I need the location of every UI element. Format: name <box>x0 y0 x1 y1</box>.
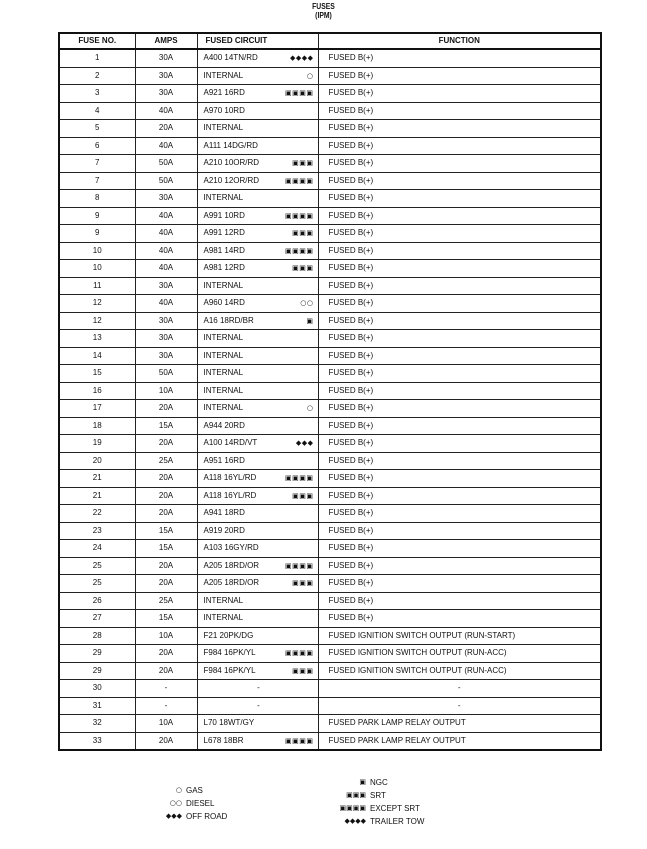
amps-cell: 20A <box>135 557 197 575</box>
function-cell: FUSED B(+) <box>318 435 601 453</box>
legend-label: DIESEL <box>186 799 215 808</box>
circuit-label: A991 12RD <box>203 228 245 238</box>
option-symbol-icon: ◆◆◆◆ <box>289 54 314 63</box>
amps-cell: 10A <box>135 382 197 400</box>
function-cell: FUSED B(+) <box>318 452 601 470</box>
circuit-label: A205 18RD/OR <box>203 560 260 570</box>
table-row <box>59 575 601 593</box>
option-symbol-icon: ▣▣▣ <box>292 579 314 588</box>
option-symbol-icon: ▣▣▣ <box>292 491 314 500</box>
amps-cell: 25A <box>135 452 197 470</box>
legend-symbol-icon: ◆◆◆◆ <box>344 817 366 825</box>
function-cell: - <box>318 680 601 698</box>
fused-circuit-cell <box>197 242 318 260</box>
table-row <box>59 225 601 243</box>
fused-circuit-cell <box>197 85 318 103</box>
amps-cell: 20A <box>135 487 197 505</box>
fuse-no-cell: 13 <box>59 330 135 348</box>
amps-cell: 30A <box>135 49 197 67</box>
function-cell: FUSED B(+) <box>318 207 601 225</box>
circuit-label: A100 14RD/VT <box>203 438 258 448</box>
function-cell: FUSED B(+) <box>318 365 601 383</box>
legend-symbol-icon: ○○ <box>169 799 182 807</box>
fuse-no-cell: 16 <box>59 382 135 400</box>
header-function: FUNCTION <box>318 33 601 49</box>
option-symbol-icon: ▣▣▣▣ <box>285 89 314 98</box>
function-cell: FUSED B(+) <box>318 557 601 575</box>
option-symbol-icon: ▣▣▣ <box>292 159 314 168</box>
fused-circuit-cell <box>197 470 318 488</box>
fused-circuit-cell <box>197 155 318 173</box>
header-fuse-no: FUSE NO. <box>59 33 135 49</box>
fuse-no-cell: 21 <box>59 487 135 505</box>
function-cell: FUSED B(+) <box>318 120 601 138</box>
amps-cell: 10A <box>135 715 197 733</box>
fused-circuit-cell <box>197 575 318 593</box>
amps-cell: 20A <box>135 120 197 138</box>
amps-cell: 15A <box>135 417 197 435</box>
fuse-no-cell: 27 <box>59 610 135 628</box>
legend-label: GAS <box>186 786 203 795</box>
fused-circuit-cell <box>197 680 318 698</box>
table-row <box>59 540 601 558</box>
circuit-label: L70 18WT/GY <box>203 718 255 728</box>
fuse-no-cell: 7 <box>59 155 135 173</box>
fused-circuit-cell <box>197 505 318 523</box>
fuse-no-cell: 1 <box>59 49 135 67</box>
fused-circuit-cell <box>197 172 318 190</box>
function-cell: FUSED PARK LAMP RELAY OUTPUT <box>318 732 601 750</box>
circuit-label: A921 16RD <box>203 88 245 98</box>
table-row <box>59 207 601 225</box>
function-cell: FUSED B(+) <box>318 575 601 593</box>
fused-circuit-cell <box>197 277 318 295</box>
legend-right <box>330 776 426 828</box>
option-symbol-icon: ▣▣▣▣ <box>285 561 314 570</box>
fused-circuit-cell <box>197 715 318 733</box>
amps-cell: 40A <box>135 137 197 155</box>
option-symbol-icon: ▣ <box>306 316 314 325</box>
fuse-no-cell: 22 <box>59 505 135 523</box>
legend-item <box>148 810 268 823</box>
circuit-label: INTERNAL <box>203 385 244 395</box>
fuse-no-cell: 19 <box>59 435 135 453</box>
option-symbol-icon: ▣▣▣ <box>292 229 314 238</box>
amps-cell: 20A <box>135 505 197 523</box>
table-row <box>59 610 601 628</box>
function-cell: FUSED B(+) <box>318 505 601 523</box>
circuit-label: A951 16RD <box>203 455 245 465</box>
circuit-label: INTERNAL <box>203 350 244 360</box>
amps-cell: 50A <box>135 172 197 190</box>
legend-left <box>148 784 268 823</box>
fuse-no-cell: 2 <box>59 67 135 85</box>
function-cell: FUSED B(+) <box>318 67 601 85</box>
circuit-label: INTERNAL <box>203 403 244 413</box>
function-cell: FUSED B(+) <box>318 172 601 190</box>
circuit-label: INTERNAL <box>203 70 244 80</box>
option-symbol-icon: ▣▣▣▣ <box>285 736 314 745</box>
option-symbol-icon: ○ <box>306 404 314 413</box>
fuse-table-body <box>59 49 601 750</box>
legend-symbol-icon: ◆◆◆ <box>165 812 182 820</box>
function-cell: - <box>318 697 601 715</box>
table-row <box>59 435 601 453</box>
circuit-label: A16 18RD/BR <box>203 315 254 325</box>
function-cell: FUSED B(+) <box>318 260 601 278</box>
amps-cell: 50A <box>135 155 197 173</box>
table-row <box>59 295 601 313</box>
amps-cell: 30A <box>135 330 197 348</box>
circuit-label: INTERNAL <box>203 280 244 290</box>
fuse-no-cell: 12 <box>59 312 135 330</box>
fuse-no-cell: 5 <box>59 120 135 138</box>
fused-circuit-cell <box>197 207 318 225</box>
option-symbol-icon: ◆◆◆ <box>295 439 314 448</box>
table-row <box>59 505 601 523</box>
function-cell: FUSED B(+) <box>318 540 601 558</box>
table-row <box>59 645 601 663</box>
table-row <box>59 680 601 698</box>
circuit-label: INTERNAL <box>203 613 244 623</box>
function-cell: FUSED B(+) <box>318 102 601 120</box>
amps-cell: 30A <box>135 347 197 365</box>
title-line-1: FUSES <box>312 2 335 11</box>
page-title <box>49 2 599 20</box>
circuit-label: - <box>257 700 260 710</box>
fused-circuit-cell <box>197 662 318 680</box>
fuse-no-cell: 17 <box>59 400 135 418</box>
function-cell: FUSED B(+) <box>318 137 601 155</box>
fuse-no-cell: 20 <box>59 452 135 470</box>
circuit-label: A941 18RD <box>203 508 245 518</box>
amps-cell: 20A <box>135 662 197 680</box>
table-row <box>59 732 601 750</box>
fused-circuit-cell <box>197 190 318 208</box>
circuit-label: INTERNAL <box>203 123 244 133</box>
fused-circuit-cell <box>197 417 318 435</box>
table-row <box>59 312 601 330</box>
fuse-no-cell: 23 <box>59 522 135 540</box>
legend-item <box>330 789 426 802</box>
fused-circuit-cell <box>197 627 318 645</box>
circuit-label: A400 14TN/RD <box>203 53 258 63</box>
table-row <box>59 67 601 85</box>
function-cell: FUSED B(+) <box>318 522 601 540</box>
circuit-label: F984 16PK/YL <box>203 665 256 675</box>
circuit-label: L678 18BR <box>203 735 244 745</box>
function-cell: FUSED B(+) <box>318 400 601 418</box>
amps-cell: 40A <box>135 225 197 243</box>
legend-label: OFF ROAD <box>186 812 228 821</box>
table-row <box>59 49 601 67</box>
table-header-row <box>59 33 601 49</box>
function-cell: FUSED B(+) <box>318 190 601 208</box>
amps-cell: 25A <box>135 592 197 610</box>
amps-cell: - <box>135 680 197 698</box>
function-cell: FUSED B(+) <box>318 225 601 243</box>
fuse-no-cell: 3 <box>59 85 135 103</box>
fused-circuit-cell <box>197 435 318 453</box>
function-cell: FUSED B(+) <box>318 610 601 628</box>
table-row <box>59 470 601 488</box>
table-row <box>59 417 601 435</box>
fuse-no-cell: 29 <box>59 662 135 680</box>
circuit-label: INTERNAL <box>203 333 244 343</box>
title-line-2: (IPM) <box>315 11 332 20</box>
table-row <box>59 102 601 120</box>
fuse-no-cell: 10 <box>59 260 135 278</box>
function-cell: FUSED IGNITION SWITCH OUTPUT (RUN-START) <box>318 627 601 645</box>
legend-item <box>330 802 426 815</box>
fused-circuit-cell <box>197 312 318 330</box>
fused-circuit-cell <box>197 452 318 470</box>
header-fused-circuit: FUSED CIRCUIT <box>197 33 318 49</box>
function-cell: FUSED B(+) <box>318 417 601 435</box>
table-row <box>59 627 601 645</box>
fuse-no-cell: 30 <box>59 680 135 698</box>
fused-circuit-cell <box>197 347 318 365</box>
fuse-no-cell: 25 <box>59 575 135 593</box>
fused-circuit-cell <box>197 137 318 155</box>
fuse-no-cell: 32 <box>59 715 135 733</box>
function-cell: FUSED IGNITION SWITCH OUTPUT (RUN-ACC) <box>318 645 601 663</box>
amps-cell: 20A <box>135 575 197 593</box>
fused-circuit-cell <box>197 295 318 313</box>
legend-label: TRAILER TOW <box>370 817 425 826</box>
amps-cell: 20A <box>135 400 197 418</box>
amps-cell: 20A <box>135 470 197 488</box>
option-symbol-icon: ▣▣▣▣ <box>285 649 314 658</box>
option-symbol-icon: ▣▣▣▣ <box>285 246 314 255</box>
fused-circuit-cell <box>197 557 318 575</box>
fused-circuit-cell <box>197 120 318 138</box>
amps-cell: 40A <box>135 295 197 313</box>
circuit-label: F984 16PK/YL <box>203 648 256 658</box>
table-row <box>59 137 601 155</box>
fuse-no-cell: 9 <box>59 225 135 243</box>
fused-circuit-cell <box>197 102 318 120</box>
option-symbol-icon: ○○ <box>300 299 314 308</box>
fused-circuit-cell <box>197 260 318 278</box>
amps-cell: 30A <box>135 190 197 208</box>
table-row <box>59 277 601 295</box>
table-row <box>59 347 601 365</box>
legend-symbol-icon: ▣▣▣▣ <box>339 804 366 812</box>
table-row <box>59 662 601 680</box>
table-row <box>59 260 601 278</box>
function-cell: FUSED B(+) <box>318 382 601 400</box>
fuse-no-cell: 12 <box>59 295 135 313</box>
fused-circuit-cell <box>197 540 318 558</box>
table-row <box>59 697 601 715</box>
function-cell: FUSED B(+) <box>318 487 601 505</box>
table-row <box>59 592 601 610</box>
amps-cell: - <box>135 697 197 715</box>
amps-cell: 40A <box>135 207 197 225</box>
fuse-no-cell: 28 <box>59 627 135 645</box>
circuit-label: A118 16YL/RD <box>203 473 257 483</box>
table-row <box>59 452 601 470</box>
fuse-no-cell: 11 <box>59 277 135 295</box>
fused-circuit-cell <box>197 732 318 750</box>
circuit-label: A210 10OR/RD <box>203 158 260 168</box>
fuse-no-cell: 10 <box>59 242 135 260</box>
amps-cell: 40A <box>135 260 197 278</box>
fused-circuit-cell <box>197 522 318 540</box>
amps-cell: 15A <box>135 522 197 540</box>
function-cell: FUSED B(+) <box>318 470 601 488</box>
table-row <box>59 522 601 540</box>
option-symbol-icon: ▣▣▣ <box>292 264 314 273</box>
fuse-no-cell: 24 <box>59 540 135 558</box>
option-symbol-icon: ▣▣▣▣ <box>285 176 314 185</box>
table-row <box>59 382 601 400</box>
circuit-label: A944 20RD <box>203 420 245 430</box>
circuit-label: A991 10RD <box>203 210 245 220</box>
fuse-no-cell: 14 <box>59 347 135 365</box>
circuit-label: F21 20PK/DG <box>203 630 254 640</box>
option-symbol-icon: ○ <box>306 71 314 80</box>
circuit-label: INTERNAL <box>203 193 244 203</box>
function-cell: FUSED B(+) <box>318 49 601 67</box>
fused-circuit-cell <box>197 67 318 85</box>
fused-circuit-cell <box>197 645 318 663</box>
amps-cell: 30A <box>135 67 197 85</box>
circuit-label: A981 14RD <box>203 245 245 255</box>
legend-symbol-icon: ○ <box>175 786 182 794</box>
fuse-table <box>58 32 602 751</box>
amps-cell: 30A <box>135 312 197 330</box>
legend-item <box>330 815 426 828</box>
option-symbol-icon: ▣▣▣ <box>292 666 314 675</box>
circuit-label: A118 16YL/RD <box>203 490 257 500</box>
function-cell: FUSED B(+) <box>318 347 601 365</box>
table-row <box>59 155 601 173</box>
fused-circuit-cell <box>197 487 318 505</box>
amps-cell: 50A <box>135 365 197 383</box>
function-cell: FUSED B(+) <box>318 330 601 348</box>
fused-circuit-cell <box>197 697 318 715</box>
circuit-label: A205 18RD/OR <box>203 578 260 588</box>
circuit-label: A970 10RD <box>203 105 245 115</box>
circuit-label: A919 20RD <box>203 525 245 535</box>
fuse-no-cell: 31 <box>59 697 135 715</box>
amps-cell: 30A <box>135 277 197 295</box>
amps-cell: 20A <box>135 645 197 663</box>
amps-cell: 15A <box>135 610 197 628</box>
fuse-no-cell: 21 <box>59 470 135 488</box>
table-row <box>59 330 601 348</box>
legend-label: SRT <box>370 791 386 800</box>
amps-cell: 20A <box>135 732 197 750</box>
amps-cell: 20A <box>135 435 197 453</box>
table-row <box>59 365 601 383</box>
circuit-label: - <box>257 683 260 693</box>
table-row <box>59 557 601 575</box>
fused-circuit-cell <box>197 610 318 628</box>
fused-circuit-cell <box>197 592 318 610</box>
circuit-label: A111 14DG/RD <box>203 140 258 150</box>
fuse-no-cell: 18 <box>59 417 135 435</box>
legend-symbol-icon: ▣▣▣ <box>346 791 366 799</box>
function-cell: FUSED B(+) <box>318 155 601 173</box>
legend-item <box>330 776 426 789</box>
function-cell: FUSED B(+) <box>318 85 601 103</box>
function-cell: FUSED B(+) <box>318 242 601 260</box>
circuit-label: INTERNAL <box>203 368 244 378</box>
header-amps: AMPS <box>135 33 197 49</box>
fuse-no-cell: 4 <box>59 102 135 120</box>
amps-cell: 40A <box>135 242 197 260</box>
fuse-no-cell: 25 <box>59 557 135 575</box>
legend-item <box>148 797 268 810</box>
fused-circuit-cell <box>197 365 318 383</box>
table-row <box>59 400 601 418</box>
legend-label: NGC <box>370 778 388 787</box>
function-cell: FUSED IGNITION SWITCH OUTPUT (RUN-ACC) <box>318 662 601 680</box>
function-cell: FUSED B(+) <box>318 277 601 295</box>
table-row <box>59 120 601 138</box>
function-cell: FUSED B(+) <box>318 295 601 313</box>
amps-cell: 30A <box>135 85 197 103</box>
legend-item <box>148 784 268 797</box>
fuse-no-cell: 33 <box>59 732 135 750</box>
function-cell: FUSED B(+) <box>318 592 601 610</box>
fused-circuit-cell <box>197 330 318 348</box>
circuit-label: INTERNAL <box>203 595 244 605</box>
option-symbol-icon: ▣▣▣▣ <box>285 474 314 483</box>
fused-circuit-cell <box>197 49 318 67</box>
option-symbol-icon: ▣▣▣▣ <box>285 211 314 220</box>
fuse-no-cell: 7 <box>59 172 135 190</box>
table-row <box>59 190 601 208</box>
function-cell: FUSED PARK LAMP RELAY OUTPUT <box>318 715 601 733</box>
amps-cell: 10A <box>135 627 197 645</box>
table-row <box>59 85 601 103</box>
amps-cell: 15A <box>135 540 197 558</box>
legend-symbol-icon: ▣ <box>359 778 366 786</box>
table-row <box>59 715 601 733</box>
legend-label: EXCEPT SRT <box>370 804 420 813</box>
circuit-label: A103 16GY/RD <box>203 543 259 553</box>
fuse-no-cell: 9 <box>59 207 135 225</box>
fuse-no-cell: 6 <box>59 137 135 155</box>
table-row <box>59 487 601 505</box>
fuse-no-cell: 26 <box>59 592 135 610</box>
table-row <box>59 172 601 190</box>
circuit-label: A960 14RD <box>203 298 245 308</box>
circuit-label: A981 12RD <box>203 263 245 273</box>
amps-cell: 40A <box>135 102 197 120</box>
fused-circuit-cell <box>197 382 318 400</box>
fuse-no-cell: 29 <box>59 645 135 663</box>
fused-circuit-cell <box>197 225 318 243</box>
fuse-no-cell: 15 <box>59 365 135 383</box>
table-row <box>59 242 601 260</box>
fuse-no-cell: 8 <box>59 190 135 208</box>
circuit-label: A210 12OR/RD <box>203 175 260 185</box>
fused-circuit-cell <box>197 400 318 418</box>
function-cell: FUSED B(+) <box>318 312 601 330</box>
